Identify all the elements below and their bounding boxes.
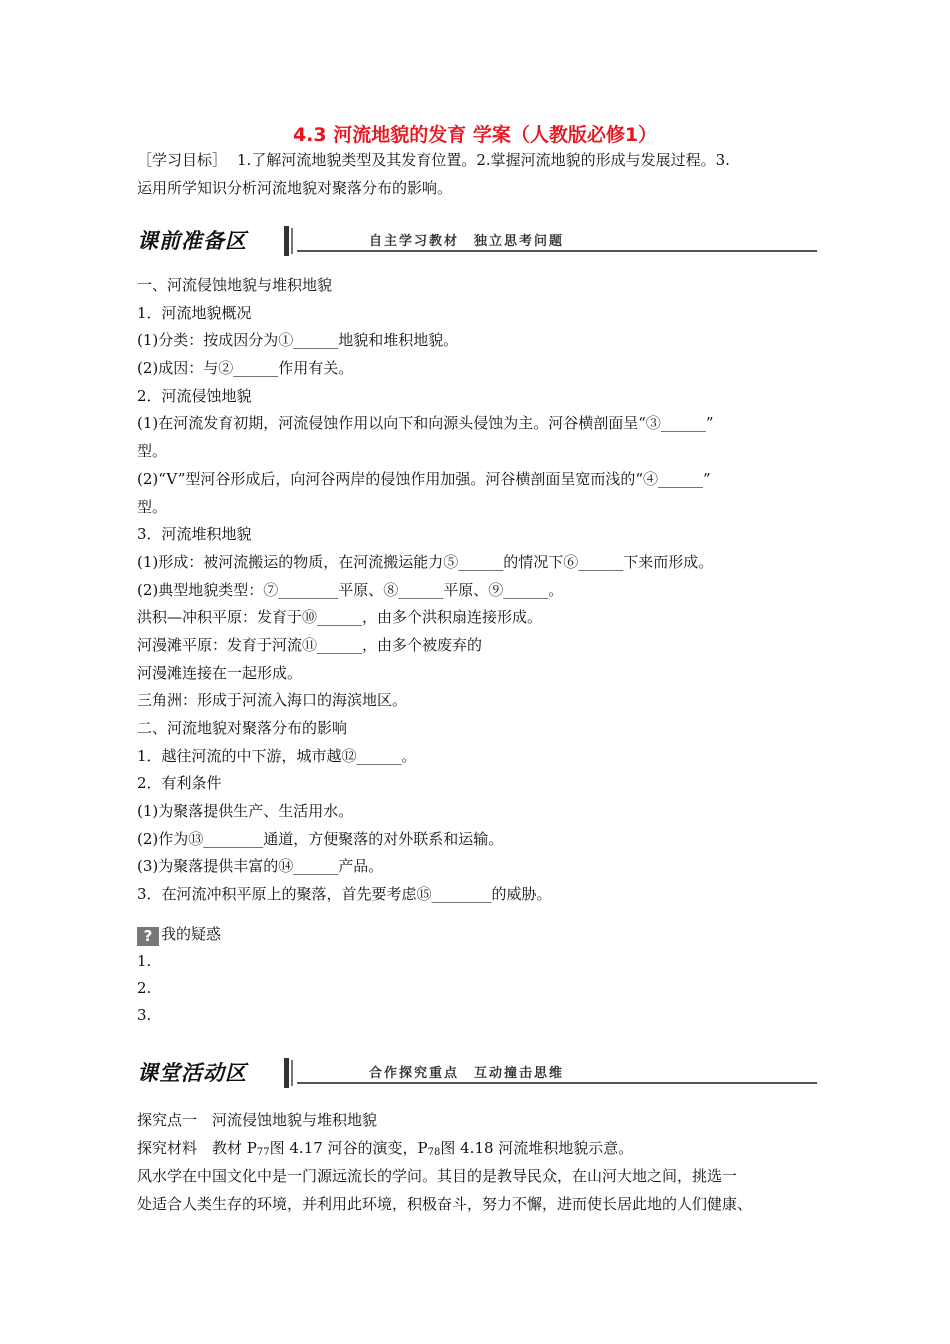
page-title: 4.3 河流地貌的发育 学案（人教版必修1） — [292, 124, 658, 146]
content-line: 3．河流堆积地貌 — [137, 525, 252, 544]
goals-line-1: 1.了解河流地貌类型及其发育位置。2.掌握河流地貌的形成与发展过程。3. — [237, 151, 730, 169]
content-line: (2)“V”型河谷形成后，向河谷两岸的侵蚀作用加强。河谷横剖面呈宽而浅的“④______” — [137, 469, 711, 488]
goals-label: ［学习目标］ — [137, 151, 228, 169]
question-item: 1. — [137, 952, 152, 970]
content-line: 洪积—冲积平原：发育于⑩______，由多个洪积扇连接形成。 — [137, 608, 543, 627]
banner-divider-thin — [291, 228, 293, 254]
banner-subtitle: 自主学习教材 独立思考问题 — [369, 234, 565, 249]
learning-goals — [137, 146, 827, 202]
my-questions — [137, 921, 221, 1029]
content-line: 型。 — [137, 497, 168, 516]
content-line: (2)成因：与②______作用有关。 — [137, 359, 354, 378]
content-line: 1．越往河流的中下游，城市越⑫______。 — [137, 746, 417, 765]
question-item: 2. — [137, 979, 152, 997]
banner-divider — [284, 226, 289, 256]
banner-title: 课堂活动区 — [137, 1061, 247, 1085]
content-line: 型。 — [137, 442, 168, 461]
section-banner-prep — [137, 226, 817, 256]
question-item: 3. — [137, 1006, 152, 1024]
explore-material: 探究材料 教材 $P_{77}$图 4.17 河谷的演变，$P_{78}$图 4.18 河流堆积地貌示意。 — [137, 1139, 634, 1158]
goals-line-2: 运用所学知识分析河流地貌对聚落分布的影响。 — [137, 179, 453, 197]
section-banner-class — [137, 1058, 817, 1088]
content-line: 河漫滩平原：发育于河流⑪______，由多个被废弃的 — [137, 635, 483, 654]
banner-rule — [297, 1082, 817, 1084]
content-line: 2．有利条件 — [137, 774, 222, 793]
banner-divider-thin — [291, 1060, 293, 1086]
content-line: (1)分类：按成因分为①______地貌和堆积地貌。 — [137, 331, 459, 350]
explore-point: 探究点一 河流侵蚀地貌与堆积地貌 — [137, 1111, 378, 1129]
content-line: 一、河流侵蚀地貌与堆积地貌 — [137, 276, 333, 294]
content-line: (2)作为⑬________通道，方便聚落的对外联系和运输。 — [137, 829, 504, 848]
content-line: (1)在河流发育初期，河流侵蚀作用以向下和向源头侵蚀为主。河谷横剖面呈“③______” — [137, 414, 714, 433]
content-line: 二、河流地貌对聚落分布的影响 — [137, 719, 348, 737]
question-label: 我的疑惑 — [161, 925, 222, 943]
content-line: 河漫滩连接在一起形成。 — [137, 663, 303, 682]
content-line: (1)形成：被河流搬运的物质，在河流搬运能力⑤______的情况下⑥______下来而形成。 — [137, 552, 714, 571]
banner-rule — [297, 250, 817, 252]
banner-divider — [284, 1058, 289, 1088]
content-line: (3)为聚落提供丰富的⑭______产品。 — [137, 857, 384, 876]
content-line: (1)为聚落提供生产、生活用水。 — [137, 802, 354, 821]
question-mark-icon: ? — [137, 927, 159, 946]
prep-content — [137, 272, 827, 909]
banner-title: 课前准备区 — [137, 229, 247, 253]
content-line: 三角洲：形成于河流入海口的海滨地区。 — [137, 691, 408, 710]
content-line: 2．河流侵蚀地貌 — [137, 386, 252, 405]
content-line: 3．在河流冲积平原上的聚落，首先要考虑⑮________的威胁。 — [137, 885, 552, 904]
content-line: 1．河流地貌概况 — [137, 303, 252, 322]
content-line: (2)典型地貌类型：⑦________平原、⑧______平原、⑨______。 — [137, 580, 564, 599]
paragraph-line: 风水学在中国文化中是一门源远流长的学问。其目的是教导民众，在山河大地之间，挑选一 — [137, 1167, 738, 1185]
class-content — [137, 1106, 827, 1218]
banner-subtitle: 合作探究重点 互动撞击思维 — [369, 1066, 565, 1081]
paragraph-line: 处适合人类生存的环境，并利用此环境，积极奋斗，努力不懈，进而使长居此地的人们健康、 — [137, 1195, 753, 1213]
